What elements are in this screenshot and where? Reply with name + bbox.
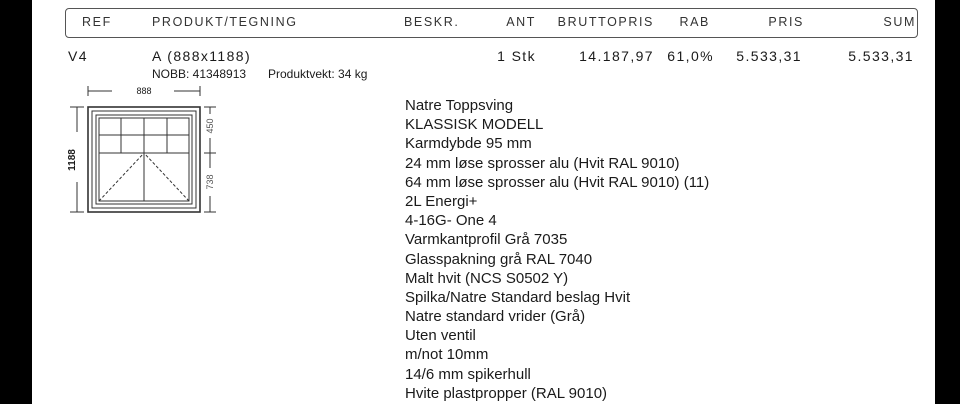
description-list bbox=[405, 96, 905, 403]
window-drawing bbox=[66, 82, 226, 222]
description-line: m/not 10mm bbox=[405, 346, 489, 364]
description-line: 64 mm løse sprosser alu (Hvit RAL 9010) (11) bbox=[405, 173, 710, 191]
header-ant: ANT bbox=[506, 15, 536, 29]
header-bruttopris: BRUTTOPRIS bbox=[557, 15, 654, 29]
description-line: Natre standard vrider (Grå) bbox=[405, 308, 586, 326]
description-line: Varmkantprofil Grå 7035 bbox=[405, 231, 568, 249]
item-weight: Produktvekt: 34 kg bbox=[268, 67, 368, 81]
item-nobb: NOBB: 41348913 bbox=[152, 67, 247, 81]
description-line: Natre Toppsving bbox=[405, 97, 514, 114]
header-rab: RAB bbox=[679, 15, 710, 29]
header-pris: PRIS bbox=[768, 15, 804, 29]
description-line: 2L Energi+ bbox=[405, 192, 478, 210]
description-line: Malt hvit (NCS S0502 Y) bbox=[405, 269, 569, 287]
header-produkt: PRODUKT/TEGNING bbox=[152, 15, 298, 29]
document-page bbox=[32, 0, 935, 404]
item-sum: 5.533,31 bbox=[848, 48, 914, 64]
header-sum: SUM bbox=[883, 15, 916, 29]
description-line: Uten ventil bbox=[405, 327, 476, 345]
header-beskr: BESKR. bbox=[404, 15, 460, 29]
dim-upper-label: 450 bbox=[205, 118, 215, 134]
header-ref: REF bbox=[82, 15, 112, 29]
item-pris: 5.533,31 bbox=[736, 48, 802, 64]
opening-line bbox=[144, 153, 189, 201]
item-ant: 1 Stk bbox=[497, 48, 536, 64]
description-line: 4-16G- One 4 bbox=[405, 212, 497, 230]
dim-lower-label: 738 bbox=[205, 174, 215, 190]
item-ref: V4 bbox=[68, 48, 88, 64]
description-line: Karmdybde 95 mm bbox=[405, 135, 532, 153]
description-line: Spilka/Natre Standard beslag Hvit bbox=[405, 288, 631, 306]
description-line: Hvite plastpropper (RAL 9010) bbox=[405, 384, 608, 402]
item-product: A (888x1188) bbox=[152, 48, 252, 64]
dim-height-label: 1188 bbox=[67, 149, 78, 171]
description-line: 14/6 mm spikerhull bbox=[405, 365, 531, 383]
description-line: Glasspakning grå RAL 7040 bbox=[405, 250, 593, 268]
description-line: 24 mm løse sprosser alu (Hvit RAL 9010) bbox=[405, 154, 680, 172]
opening-line bbox=[99, 153, 144, 201]
dim-width-label: 888 bbox=[136, 86, 152, 96]
item-bruttopris: 14.187,97 bbox=[579, 48, 654, 64]
description-line: KLASSISK MODELL bbox=[405, 116, 544, 134]
item-rab: 61,0% bbox=[667, 48, 714, 64]
